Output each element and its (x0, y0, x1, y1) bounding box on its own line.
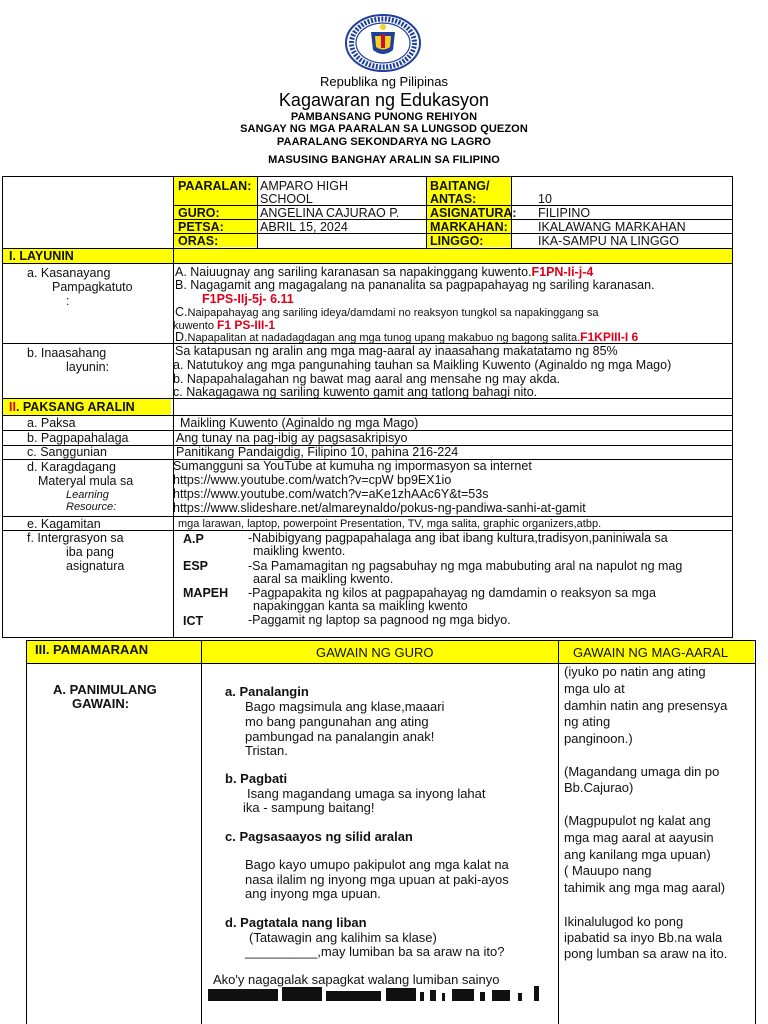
panimulang-label-2: GAWAIN: (72, 696, 130, 711)
markahan-label: MARKAHAN: (430, 220, 508, 234)
paksa-value: Maikling Kuwento (Aginaldo ng mga Mago) (180, 416, 419, 430)
ict-label: ICT (183, 614, 204, 628)
gawain-magaaral-header: GAWAIN NG MAG-AARAL (573, 645, 729, 660)
inaasahang-b: b. Napapahalagahan ng bawat mag aaral ang mensahe ng may akda. (173, 372, 561, 386)
inaasahang-label-2: layunin: (66, 360, 110, 374)
markahan-value: IKALAWANG MARKAHAN (538, 220, 686, 234)
inaasahang-label-1: b. Inaasahang (27, 346, 107, 360)
student-line-7: Bb.Cajurao) (564, 780, 634, 795)
pagtatala-title: d. Pagtatala nang liban (225, 915, 367, 930)
inaasahang-c: c. Nakagagawa ng sariling kuwento gamit ang tatlong bahagi nito. (173, 385, 538, 399)
pagtatala-2: __________,may lumiban ba sa araw na ito? (245, 944, 505, 959)
mapeh-text-1: -Pagpapakita ng kilos at pagpapahayag ng damdamin o reaksyon sa mga (248, 586, 656, 600)
student-line-5: panginoon.) (564, 731, 633, 746)
student-line-14: ipabatid sa inyo Bb.na wala (564, 930, 723, 945)
ict-text: -Paggamit ng laptop sa pagnood ng mga bidyo. (248, 613, 511, 627)
deped-seal (344, 14, 422, 72)
baitang-value: 10 (538, 192, 552, 206)
objective-d-prefix: D. (175, 330, 188, 344)
pagbati-1: Isang magandang umaga sa inyong lahat (247, 786, 486, 801)
esp-label: ESP (183, 559, 209, 573)
gawain-guro-header: GAWAIN NG GURO (316, 645, 434, 660)
pamamaraan-heading: III. PAMAMARAAN (35, 642, 149, 657)
paaralan-value-2: SCHOOL (260, 192, 313, 206)
procedure-table (26, 640, 756, 1024)
mapeh-label: MAPEH (183, 586, 229, 600)
paksa-label: a. Paksa (27, 416, 76, 430)
pagbati-title: b. Pagbati (225, 771, 288, 786)
division-line: SANGAY NG MGA PAARALAN SA LUNGSOD QUEZON (240, 123, 528, 135)
baitang-label-2: ANTAS: (430, 192, 477, 206)
republic-line: Republika ng Pilipinas (320, 74, 448, 89)
truncated-line: Ako'y nagagalak sapagkat walang lumiban sainyo (213, 972, 500, 987)
school-line: PAARALANG SEKONDARYA NG LAGRO (276, 136, 492, 148)
asignatura-value: FILIPINO (538, 206, 591, 220)
objective-d (175, 330, 638, 345)
objective-c-text-2: kuwento (173, 320, 218, 332)
objective-d-text: Napapalitan at nadadagdagan ang mga tunog upang makabuo ng bagong salita. (187, 332, 581, 344)
baitang-label-1: BAITANG/ (430, 179, 490, 193)
resource-link-2[interactable]: https://www.youtube.com/watch?v=aKe1zhAAc6Y&t=53s (173, 487, 489, 501)
student-line-12: tahimik ang mga mag aaral) (564, 880, 726, 895)
paksang-aralin-num: II (9, 400, 16, 414)
kasanayang-label-1: a. Kasanayang (27, 266, 111, 280)
guro-label: GURO: (178, 206, 220, 220)
objective-d-code: F1KPIII-I 6 (580, 330, 639, 344)
pagtatala-1: (Tatawagin ang kalihim sa klase) (249, 930, 437, 945)
student-line-15: pong lumban sa araw na ito. (564, 946, 728, 961)
kasanayang-label-2: Pampagkatuto (52, 280, 133, 294)
asignatura-label: ASIGNATURA: (430, 206, 517, 220)
objective-a (175, 265, 593, 279)
ap-text-1: -Nabibigyang pagpapahalaga ang ibat ibang kultura,tradisyon,paniniwala sa (248, 531, 668, 545)
student-line-11: ( Mauupo nang (564, 863, 652, 878)
student-line-8: (Magpupulot ng kalat ang (564, 813, 711, 828)
objective-c-prefix: C. (175, 305, 188, 319)
petsa-value: ABRIL 15, 2024 (260, 220, 348, 234)
ap-text-2: maikling kwento. (253, 544, 346, 558)
esp-text-2: aaral sa maikling kwento. (253, 572, 394, 586)
objective-c-text-1: Naipapahayag ang sariling ideya/damdami no reaksyon tungkol sa napakinggang sa (187, 307, 599, 319)
kagamitan-label: e. Kagamitan (27, 517, 101, 531)
objective-b-text: B. Nagagamit ang magagalang na pananalita sa pagpapahayag ng sariling karanasan. (175, 278, 655, 292)
kagamitan-value: mga larawan, laptop, powerpoint Presentation, TV, mga salita, graphic organizers,atbp. (178, 518, 602, 530)
integrasyon-label-1: f. Intergrasyon sa (27, 531, 124, 545)
resource-link-1[interactable]: https://www.youtube.com/watch?v=cpW bp9EX1io (173, 473, 452, 487)
panimulang-label-1: A. PANIMULANG (53, 682, 157, 697)
student-line-13: Ikinalulugod ko pong (564, 914, 684, 929)
plan-title: MASUSING BANGHAY ARALIN SA FILIPINO (268, 154, 500, 166)
objective-c-code: F1 PS-III-1 (217, 318, 276, 332)
karagdagang-intro: Sumangguni sa YouTube at kumuha ng impormasyon sa internet (173, 459, 532, 473)
student-line-1: (iyuko po natin ang ating (564, 664, 706, 679)
karagdagang-label-3: Learning (66, 489, 109, 501)
pagpapahalaga-value: Ang tunay na pag-ibig ay pagsasakripisyo (176, 431, 408, 445)
resource-link-3[interactable]: https://www.slideshare.net/almareynaldo/pokus-ng-pandiwa-sanhi-at-gamit (173, 501, 586, 515)
integrasyon-label-2: iba pang (66, 545, 114, 559)
student-line-6: (Magandang umaga din po (564, 764, 720, 779)
panalangin-title: a. Panalangin (225, 684, 309, 699)
objective-a-text: A. Naiuugnay ang sariling karanasan sa napakinggang kuwento. (175, 265, 532, 279)
pagpapahalaga-label: b. Pagpapahalaga (27, 431, 129, 445)
student-line-9: mga mag aaral at aayusin (564, 830, 714, 845)
paaralan-label: PAARALAN: (178, 179, 252, 193)
department-name: Kagawaran ng Edukasyon (278, 90, 490, 110)
paksang-aralin-heading (9, 400, 135, 414)
panalangin-1: Bago magsimula ang klase,maaari (245, 699, 445, 714)
layunin-heading: I. LAYUNIN (9, 249, 74, 263)
ap-label: A.P (183, 532, 204, 546)
linggo-value: IKA-SAMPU NA LINGGO (538, 234, 680, 248)
objective-b-code: F1PS-IIj-5j- 6.11 (202, 292, 294, 306)
objective-a-code: F1PN-Ii-j-4 (531, 265, 594, 279)
pagsasaayos-3: ang inyong mga upuan. (245, 886, 381, 901)
paksang-aralin-text: . PAKSANG ARALIN (15, 400, 135, 414)
esp-text-1: -Sa Pamamagitan ng pagsabuhay ng mga mabubuting aral na napulot ng mag (248, 559, 683, 573)
student-line-10: ang kanilang mga upuan) (564, 847, 711, 862)
mapeh-text-2: napakinggan kanta sa maikling kwento (253, 599, 468, 613)
guro-value: ANGELINA CAJURAO P. (260, 206, 400, 220)
karagdagang-label-1: d. Karagdagang (27, 460, 116, 474)
paaralan-value-1: AMPARO HIGH (260, 179, 348, 193)
student-line-2: mga ulo at (564, 681, 625, 696)
student-line-3: damhin natin ang presensya (564, 698, 728, 713)
pagbati-2: ika - sampung baitang! (243, 800, 375, 815)
linggo-label: LINGGO: (430, 234, 484, 248)
sanggunian-value: Panitikang Pandaigdig, Filipino 10, pahina 216-224 (176, 445, 459, 459)
cut-off-text-artifact (208, 983, 548, 1005)
karagdagang-label-4: Resource: (66, 501, 117, 513)
panalangin-2: mo bang pangunahan ang ating (245, 714, 429, 729)
student-line-4: ng ating (564, 714, 611, 729)
panalangin-4: Tristan. (245, 743, 288, 758)
inaasahang-intro: Sa katapusan ng aralin ang mga mag-aaral ay inaasahang makatatamo ng 85% (175, 344, 618, 358)
region-line: PAMBANSANG PUNONG REHIYON (290, 111, 478, 123)
sanggunian-label: c. Sanggunian (27, 445, 107, 459)
inaasahang-a: a. Natutukoy ang mga pangunahing tauhan sa Maikling Kuwento (Aginaldo ng mga Mago) (173, 358, 672, 372)
pagsasaayos-title: c. Pagsasaayos ng silid aralan (225, 829, 413, 844)
integrasyon-label-3: asignatura (66, 559, 125, 573)
kasanayang-label-3: : (66, 294, 70, 308)
oras-label: ORAS: (178, 234, 219, 248)
pagsasaayos-1: Bago kayo umupo pakipulot ang mga kalat na (245, 857, 509, 872)
pagsasaayos-2: nasa ilalim ng inyong mga upuan at paki-ayos (245, 872, 509, 887)
karagdagang-label-2: Materyal mula sa (38, 474, 134, 488)
petsa-label: PETSA: (178, 220, 224, 234)
panalangin-3: pambungad na panalangin anak! (245, 729, 435, 744)
lesson-info-table (2, 176, 733, 638)
